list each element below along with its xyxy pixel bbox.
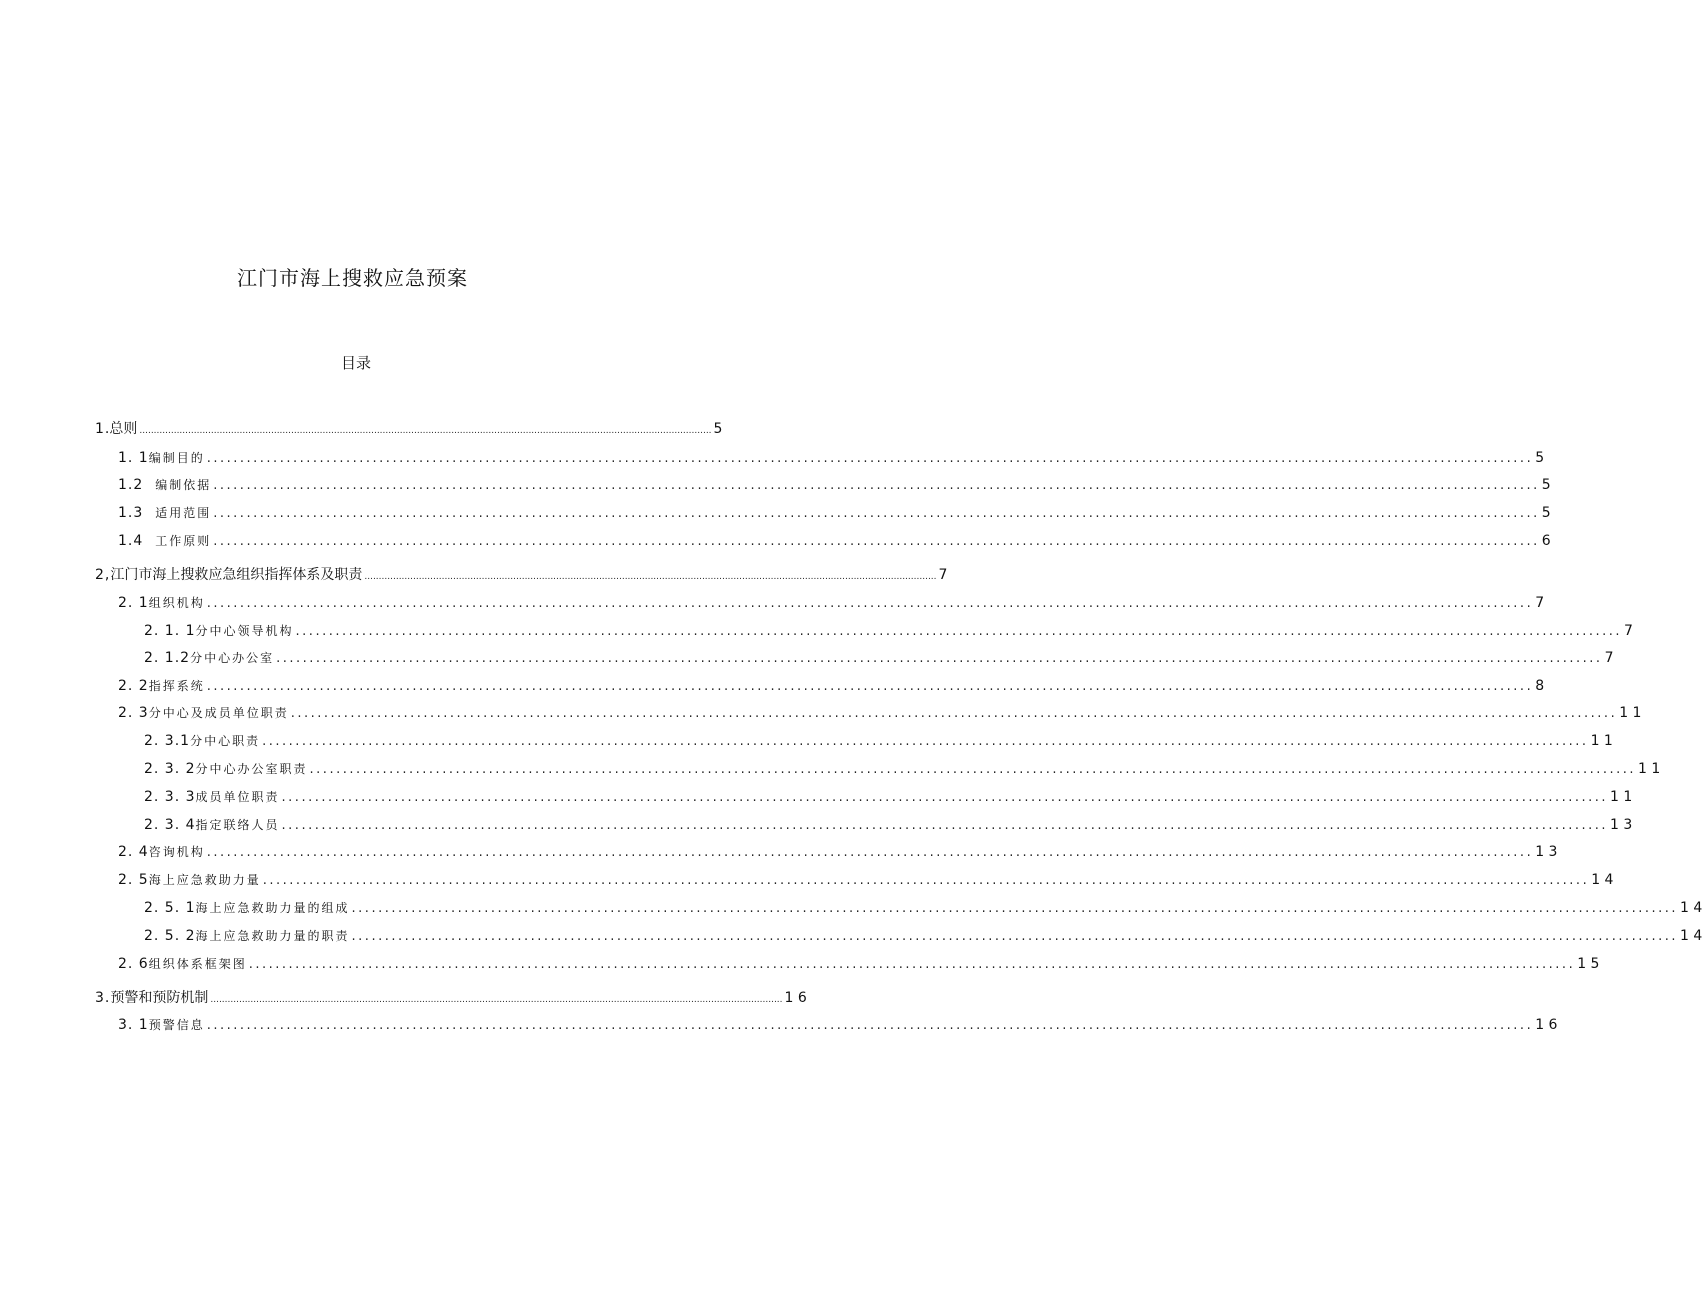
toc-dot-leader: ........................................................................................................................................................................................................ [281, 790, 1609, 805]
toc-entry-number: 2. 3. 4 [144, 817, 196, 833]
toc-entry-number: 2. 3. 3 [144, 789, 196, 805]
toc-entry-label [118, 594, 205, 611]
toc-page-number: 1 5 [1577, 956, 1600, 972]
toc-entry-label [118, 449, 205, 466]
toc-heading: 目录 [341, 354, 372, 372]
toc-page-number: 1 1 [1619, 705, 1642, 721]
toc-entry-title: 分中心办公室职责 [195, 762, 308, 776]
toc-dot-leader: ........................................................................................................................................................................................................ [206, 845, 1534, 860]
toc-entry-number: 2. 1.2 [144, 650, 191, 666]
toc-dot-leader: ........................................................................................................................................................................................................ [262, 873, 1590, 888]
toc-entry-number: 2. 3.1 [144, 733, 191, 749]
toc-entry-title: 工作原则 [155, 534, 212, 548]
toc-dot-leader: ........................................................................................................................................................................................................ [276, 651, 1603, 666]
toc-page-number: 1 6 [784, 990, 807, 1006]
toc-entry-title: 分中心及成员单位职责 [148, 706, 289, 720]
toc-entry-number: 2. 5. 1 [144, 900, 196, 916]
toc-entry-number: 2. 3 [118, 705, 149, 721]
toc-entry-title: 组织体系框架图 [148, 957, 247, 971]
toc-page-number: 6 [1541, 533, 1551, 549]
toc-entry[interactable] [118, 504, 1551, 524]
toc-entry[interactable] [118, 843, 1558, 863]
toc-entry[interactable] [118, 1016, 1558, 1036]
toc-entry[interactable] [118, 871, 1614, 891]
toc-entry-title: 江门市海上搜救应急组织指挥体系及职责 [110, 567, 363, 583]
toc-page-number: 1 4 [1591, 872, 1614, 888]
toc-dot-leader: ........................................................................................................................................................................................................ [206, 679, 1534, 694]
toc-entry-number: 1.2 [118, 477, 144, 493]
toc-entry-title: 分中心领导机构 [195, 624, 294, 638]
document-title: 江门市海上搜救应急预案 [237, 266, 468, 290]
toc-entry-number: 2. 1 [118, 595, 149, 611]
toc-entry-title: 编制目的 [148, 451, 205, 465]
toc-page-number: 5 [713, 421, 723, 437]
toc-page-number: 7 [1624, 623, 1633, 639]
toc-entry[interactable] [95, 418, 723, 438]
toc-entry-label [118, 504, 211, 521]
toc-page-number: 7 [1604, 650, 1614, 666]
toc-entry-number: 1. 1 [118, 450, 149, 466]
toc-entry[interactable] [144, 760, 1661, 780]
toc-entry-label [144, 622, 294, 639]
toc-entry[interactable] [144, 899, 1702, 919]
toc-entry-number: 3. [95, 990, 111, 1006]
toc-entry-number: 2. 5 [118, 872, 149, 888]
toc-entry-title: 预警信息 [148, 1018, 205, 1032]
toc-entry-label [118, 677, 205, 694]
toc-entry-title: 海上应急救助力量的职责 [195, 929, 350, 943]
toc-dot-leader: ........................................................................................................................................................................................................ [210, 995, 783, 1005]
toc-entry[interactable] [144, 622, 1633, 642]
toc-dot-leader: ........................................................................................................................................................................................................ [213, 506, 1540, 521]
toc-entry[interactable] [144, 816, 1633, 836]
toc-entry-title: 适用范围 [155, 506, 212, 520]
toc-entry[interactable] [144, 732, 1613, 752]
toc-dot-leader: ........................................................................................................................................................................................................ [351, 901, 1679, 916]
toc-dot-leader: ........................................................................................................................................................................................................ [206, 1018, 1534, 1033]
toc-entry-label [144, 927, 350, 944]
toc-entry-label [144, 899, 350, 916]
toc-dot-leader: ........................................................................................................................................................................................................ [364, 572, 937, 582]
toc-entry[interactable] [144, 927, 1702, 947]
toc-page-number: 5 [1541, 477, 1551, 493]
toc-entry[interactable] [118, 594, 1545, 614]
toc-entry-number: 2. 1. 1 [144, 623, 196, 639]
toc-entry-label [144, 732, 260, 749]
toc-dot-leader: ........................................................................................................................................................................................................ [206, 451, 1534, 466]
toc-entry[interactable] [118, 476, 1551, 496]
toc-entry-label [118, 955, 247, 972]
toc-entry-label [118, 1016, 205, 1033]
toc-entry[interactable] [144, 788, 1633, 808]
toc-entry-label [144, 788, 280, 805]
toc-entry-title: 咨询机构 [148, 845, 205, 859]
toc-entry-title: 指挥系统 [148, 679, 205, 693]
toc-entry-label [95, 418, 137, 438]
toc-entry-title: 编制依据 [155, 478, 212, 492]
toc-dot-leader: ........................................................................................................................................................................................................ [262, 734, 1589, 749]
toc-entry-title: 指定联络人员 [195, 818, 280, 832]
toc-entry-label [144, 816, 280, 833]
toc-entry-label [95, 564, 362, 584]
toc-entry-label [118, 532, 211, 549]
toc-entry-number: 1.3 [118, 505, 144, 521]
toc-entry[interactable] [118, 704, 1642, 724]
toc-page-number: 7 [938, 567, 948, 583]
toc-entry-title: 成员单位职责 [195, 790, 280, 804]
toc-page-number: 1 4 [1680, 900, 1702, 916]
toc-entry-label [118, 843, 205, 860]
toc-entry-label [118, 871, 261, 888]
toc-dot-leader: ........................................................................................................................................................................................................ [309, 762, 1637, 777]
toc-entry-number: 2. 2 [118, 678, 149, 694]
toc-dot-leader: ........................................................................................................................................................................................................ [206, 596, 1534, 611]
toc-dot-leader: ........................................................................................................................................................................................................ [351, 929, 1679, 944]
toc-dot-leader: ........................................................................................................................................................................................................ [281, 818, 1609, 833]
toc-dot-leader: ........................................................................................................................................................................................................ [139, 426, 712, 436]
toc-entry[interactable] [118, 449, 1545, 469]
toc-entry-title: 海上应急救助力量 [148, 873, 261, 887]
toc-page-number: 1 6 [1535, 1017, 1558, 1033]
toc-entry[interactable] [95, 564, 948, 584]
toc-page-number: 1 1 [1638, 761, 1661, 777]
toc-entry-number: 1.4 [118, 533, 144, 549]
toc-page-number: 8 [1535, 678, 1545, 694]
toc-dot-leader: ........................................................................................................................................................................................................ [213, 534, 1540, 549]
toc-entry-title: .总则 [104, 421, 138, 437]
toc-entry-title: 分中心办公室 [190, 651, 275, 665]
toc-page-number: 1 4 [1680, 928, 1702, 944]
toc-entry[interactable] [95, 987, 807, 1007]
toc-page-number: 1 1 [1590, 733, 1613, 749]
toc-entry[interactable] [144, 649, 1614, 669]
toc-entry-number: 2, [95, 567, 111, 583]
toc-page-number: 5 [1535, 450, 1545, 466]
toc-entry-label [144, 760, 308, 777]
toc-entry-label [95, 987, 208, 1007]
toc-page-number: 7 [1535, 595, 1545, 611]
toc-page-number: 1 3 [1610, 817, 1633, 833]
toc-page-number: 1 3 [1535, 844, 1558, 860]
toc-entry-title: 海上应急救助力量的组成 [195, 901, 350, 915]
toc-page-number: 5 [1541, 505, 1551, 521]
toc-entry-label [118, 476, 211, 493]
toc-entry[interactable] [118, 677, 1545, 697]
toc-page-number: 1 1 [1610, 789, 1633, 805]
toc-dot-leader: ........................................................................................................................................................................................................ [248, 957, 1576, 972]
toc-dot-leader: ........................................................................................................................................................................................................ [213, 478, 1540, 493]
toc-dot-leader: ........................................................................................................................................................................................................ [290, 706, 1618, 721]
toc-dot-leader: ........................................................................................................................................................................................................ [295, 624, 1623, 639]
toc-entry-title: 组织机构 [148, 596, 205, 610]
toc-entry-number: 2. 6 [118, 956, 149, 972]
toc-entry[interactable] [118, 955, 1600, 975]
toc-entry-title: 预警和预防机制 [110, 990, 209, 1006]
toc-entry[interactable] [118, 532, 1551, 552]
toc-entry-number: 2. 3. 2 [144, 761, 196, 777]
toc-entry-label [144, 649, 274, 666]
toc-entry-number: 2. 4 [118, 844, 149, 860]
toc-entry-number: 1 [95, 421, 105, 437]
toc-entry-number: 3. 1 [118, 1017, 149, 1033]
toc-entry-number: 2. 5. 2 [144, 928, 196, 944]
toc-entry-title: 分中心职责 [190, 734, 261, 748]
toc-entry-label [118, 704, 289, 721]
